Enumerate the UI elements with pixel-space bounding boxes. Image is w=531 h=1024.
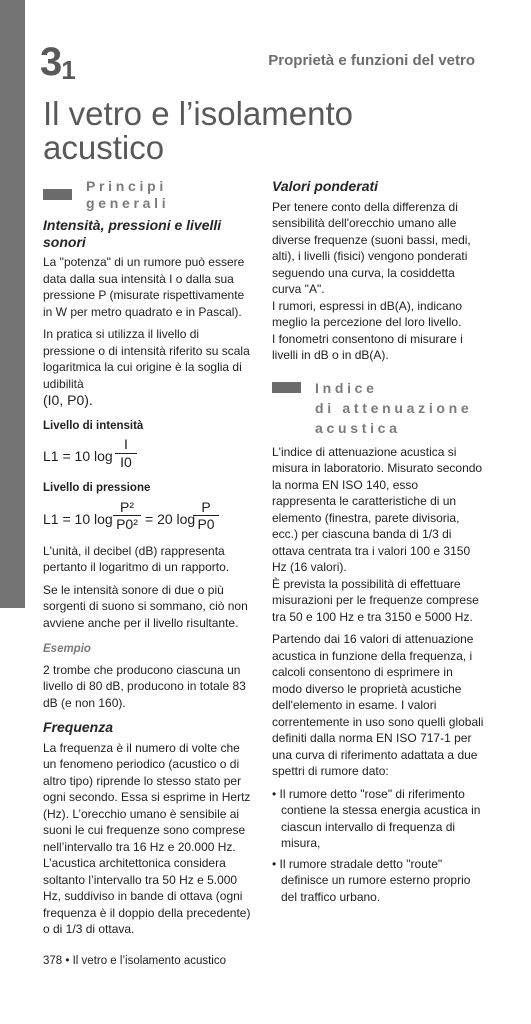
- formula-pressure: L1 = 10 log $\frac{\text{P²}}{\text{P0²}}$ = 20 log $\frac{P}{P0}$: [43, 499, 253, 539]
- fraction-pressure: $\frac{P}{P0}$: [193, 499, 219, 533]
- subheading-frequenza: Frequenza: [43, 719, 114, 735]
- subheading-valori-ponderati: Valori ponderati: [272, 178, 379, 194]
- bullet-list: [272, 786, 484, 906]
- list-item: • Il rumore stradale detto "route" definisce un rumore esterno proprio del traffico urbano.: [272, 856, 471, 904]
- example-label: Esempio: [43, 643, 91, 655]
- title-line-1: Il vetro e l’isolamento: [43, 95, 353, 132]
- left-column: [43, 178, 253, 944]
- section-heading-principi: Principi generali: [43, 178, 253, 211]
- page-footer: 378 • Il vetro e l’isolamento acustico: [43, 955, 227, 967]
- label-livello-intensita: Livello di intensità: [43, 419, 144, 432]
- subheading-intensita: Intensità, pressioni e livelli sonori: [43, 217, 222, 250]
- paragraph-calcoli: Partendo dai 16 valori di attenuazione acustica in funzione della frequenza, i calcoli consentono di esprimere in modo diverso le proprietà acustiche dell'elemento in esame. I valori correntemente in uso sono quelli globali definiti dalla norma EN ISO 717-1 per una curva di riferimento adattata a due spettri di rumore dato:: [272, 632, 484, 778]
- page-title: [43, 97, 483, 165]
- paragraph-ponderati: Per tenere conto della differenza di sensibilità dell'orecchio umano alle diverse frequenze (suoni bassi, medi, alti), i livelli (fisici) vengono ponderati seguendo una curva, la cosiddetta curva "A".: [272, 199, 471, 296]
- paragraph-frequenza: La frequenza è il numero di volte che un fenomeno periodico (acustico o di altro tipo) riprende lo stesso stato per ogni secondo. Essa si esprime in Hertz (Hz). L’orecchio umano è sensibile ai suoni le cui frequenze sono comprese nell’intervallo tra 16 Hz e 20.000 Hz. L’acustica architettonica considera soltanto l’intervallo tra 50 Hz e 5.000 Hz, suddiviso in bande di ottava (ogni frequenza è il doppio della precedente) o di 1/3 di ottava.: [43, 740, 251, 936]
- right-column: [272, 178, 484, 909]
- section-bar: [43, 189, 72, 200]
- paragraph-fonometri: I fonometri consentono di misurare i livelli in dB o in dB(A).: [272, 331, 463, 362]
- formula-intensity: L1 = 10 log $\frac{I}{I0}$: [43, 436, 253, 476]
- section-heading-indice: Indice di attenuazione acustica: [272, 378, 484, 438]
- side-tab-bar: [0, 0, 25, 608]
- paragraph-dba: I rumori, espressi in dB(A), indicano meglio la percezione del loro livello.: [272, 298, 463, 329]
- list-item: • Il rumore detto "rose" di riferimento contiene la stessa energia acustica in ciascun intervallo di frequenza di misura,: [272, 786, 481, 850]
- fraction-intensity: $\frac{I}{I0}$: [115, 436, 137, 470]
- fraction-pressure-squared: $\frac{\text{P²}}{\text{P0²}}$: [113, 499, 141, 533]
- paragraph-sorgenti: Se le intensità sonore di due o più sorgenti di suono si sommano, ciò non avviene anche per il livello risultante.: [43, 582, 248, 630]
- paragraph-misurazioni: È prevista la possibilità di effettuare misurazioni per le frequenze comprese tra 50 e 100 Hz e tra 3150 e 5000 Hz.: [272, 576, 479, 624]
- paragraph-livello: In pratica si utilizza il livello di pressione o di intensità riferito su scala logaritmica la cui origine è la soglia di udibilità (I0, P0).: [43, 327, 250, 408]
- running-head: Proprietà e funzioni del vetro: [268, 52, 475, 69]
- paragraph-trombe: 2 trombe che producono ciascuna un livello di 80 dB, producono in totale 83 dB (e non 160).: [43, 662, 246, 710]
- paragraph-decibel: L'unità, il decibel (dB) rappresenta pertanto il logaritmo di un rapporto.: [43, 543, 230, 574]
- paragraph-indice: L'indice di attenuazione acustica si misura in laboratorio. Misurato secondo la norma EN ISO 140, esso rappresenta le caratteristiche di un elemento (finestra, parete divisoria, ecc.) per ciascuna banda di 1/3 di ottava centrata tra i valori 100 e 3150 Hz (16 valori).: [272, 444, 483, 574]
- title-line-2: acustico: [43, 129, 165, 166]
- section-bar: [272, 382, 301, 393]
- label-livello-pressione: Livello di pressione: [43, 482, 151, 494]
- chapter-number: $3_1$: [40, 40, 75, 85]
- paragraph-potenza: La "potenza" di un rumore può essere data dalla sua intensità I o dalla sua pressione P (misurate rispettivamente in W per metro quadrato e in Pascal).: [43, 255, 245, 319]
